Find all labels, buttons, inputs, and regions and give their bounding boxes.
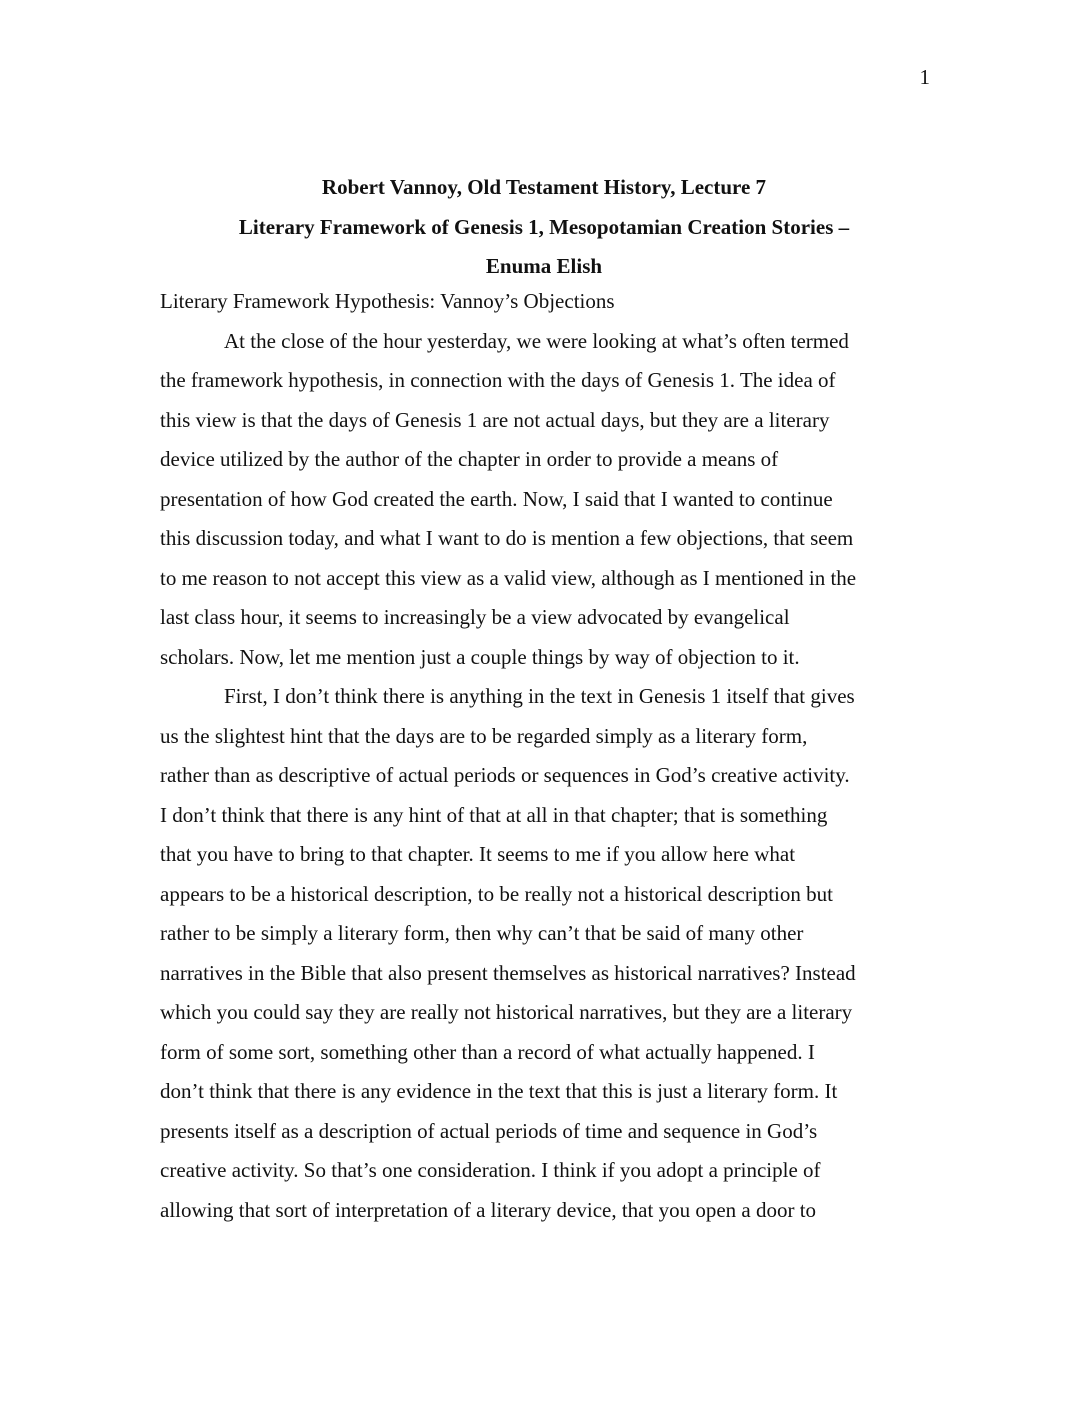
paragraph-line: First, I don’t think there is anything in the text in Genesis 1 itself that gives xyxy=(224,684,855,708)
paragraph-line: last class hour, it seems to increasingly be a view advocated by evangelical xyxy=(160,605,790,629)
lecture-title xyxy=(160,168,928,287)
paragraph-2 xyxy=(160,677,960,1230)
body-text xyxy=(160,282,960,1230)
paragraph-line: scholars. Now, let me mention just a couple things by way of objection to it. xyxy=(160,644,800,669)
paragraph-line: narratives in the Bible that also present themselves as historical narratives? Instead xyxy=(160,960,856,985)
section-heading: Literary Framework Hypothesis: Vannoy’s Objections xyxy=(160,289,615,313)
paragraph-line: this view is that the days of Genesis 1 are not actual days, but they are a literary xyxy=(160,407,830,432)
paragraph-line: don’t think that there is any evidence in the text that this is just a literary form. It xyxy=(160,1079,838,1103)
paragraph-line: to me reason to not accept this view as a valid view, although as I mentioned in the xyxy=(160,565,857,590)
paragraph-line: allowing that sort of interpretation of a literary device, that you open a door to xyxy=(160,1197,817,1222)
paragraph-line: appears to be a historical description, to be really not a historical description but xyxy=(160,881,833,906)
paragraph-line: the framework hypothesis, in connection with the days of Genesis 1. The idea of xyxy=(160,368,836,392)
paragraph-line: rather than as descriptive of actual periods or sequences in God’s creative activity. xyxy=(160,763,850,787)
title-line-3: Enuma Elish xyxy=(485,254,603,278)
paragraph-line: this discussion today, and what I want to do is mention a few objections, that seem xyxy=(160,526,854,550)
paragraph-line: presents itself as a description of actual periods of time and sequence in God’s xyxy=(160,1118,818,1143)
title-line-2: Literary Framework of Genesis 1, Mesopotamian Creation Stories – xyxy=(238,214,850,239)
paragraph-line: device utilized by the author of the chapter in order to provide a means of xyxy=(160,447,779,471)
page-number: 1 xyxy=(919,65,930,89)
paragraph-line: which you could say they are really not historical narratives, but they are a literary xyxy=(160,1000,853,1024)
paragraph-line: presentation of how God created the earth. Now, I said that I wanted to continue xyxy=(160,486,833,511)
title-line-1: Robert Vannoy, Old Testament History, Lecture 7 xyxy=(321,175,767,199)
paragraph-line: At the close of the hour yesterday, we were looking at what’s often termed xyxy=(224,328,849,353)
paragraph-line: I don’t think that there is any hint of that at all in that chapter; that is something xyxy=(160,802,828,827)
paragraph-1 xyxy=(160,322,960,678)
paragraph-line: that you have to bring to that chapter. It seems to me if you allow here what xyxy=(160,842,796,866)
paragraph-line: creative activity. So that’s one consideration. I think if you adopt a principle of xyxy=(160,1158,821,1182)
paragraph-line: rather to be simply a literary form, then why can’t that be said of many other xyxy=(160,921,804,945)
paragraph-line: form of some sort, something other than a record of what actually happened. I xyxy=(160,1039,815,1064)
paragraph-line: us the slightest hint that the days are to be regarded simply as a literary form, xyxy=(160,723,808,748)
